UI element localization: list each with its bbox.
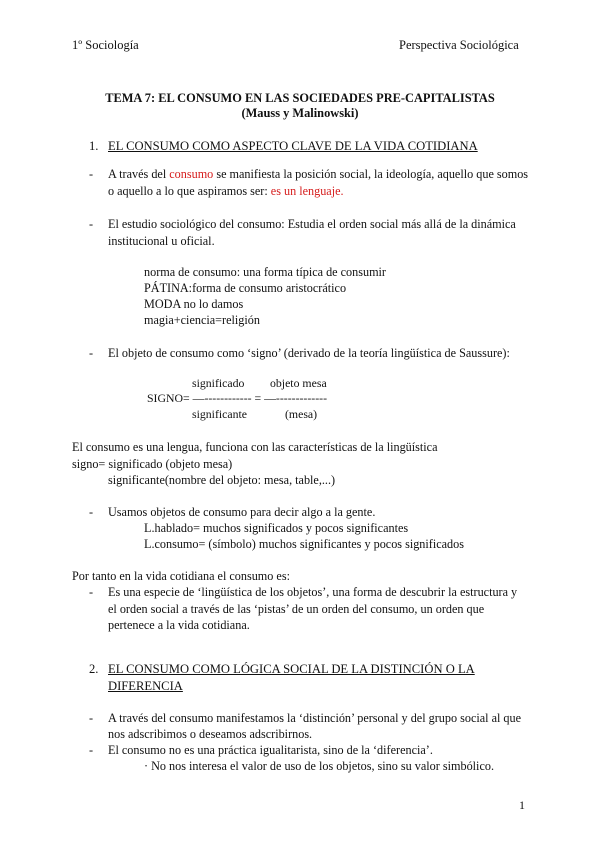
section2-heading-line1: EL CONSUMO COMO LÓGICA SOCIAL DE LA DISTINCIÓN O LA [108, 662, 475, 676]
bullet2-line1: El estudio sociológico del consumo: Estudia el orden social más allá de la dinámica [108, 217, 516, 231]
bullet-marker: - [89, 346, 94, 360]
bullet-marker: - [89, 505, 94, 519]
bullet3-text: El objeto de consumo como ‘signo’ (derivado de la teoría lingüística de Saussure): [108, 346, 510, 360]
definition-item: magia+ciencia=religión [144, 313, 260, 327]
page-subtitle: (Mauss y Malinowski) [241, 106, 359, 120]
section2-heading-line2: DIFERENCIA [108, 679, 183, 693]
bullet2-line2: institucional u oficial. [108, 234, 215, 248]
definition-item: MODA no lo damos [144, 297, 244, 311]
bullet-marker: - [89, 217, 94, 231]
section1-number: 1. [89, 139, 99, 153]
bullet1-highlight-lenguaje: es un lenguaje. [270, 184, 344, 198]
paragraph-line: Por tanto en la vida cotidiana el consumo es: [72, 569, 290, 583]
paragraph-line: significante(nombre del objeto: mesa, table,...) [108, 473, 336, 487]
s2-subpoint: · No nos interesa el valor de uso de los objetos, sino su valor simbólico. [144, 759, 494, 773]
bullet4-line3: L.consumo= (símbolo) muchos significantes y pocos significados [144, 537, 464, 551]
bullet5-line1: Es una especie de ‘lingüística de los objetos’, una forma de descubrir la estructura y [108, 585, 518, 599]
header-right: Perspectiva Sociológica [399, 38, 519, 52]
bullet1-highlight-consumo: consumo [169, 167, 214, 181]
paragraph-line: signo= significado (objeto mesa) [72, 457, 233, 471]
bullet1-text-a: A través del [108, 167, 170, 181]
bullet1-text-c: o aquello a lo que aspiramos ser: [108, 184, 271, 198]
bullet4-line2: L.hablado= muchos significados y pocos significantes [144, 521, 409, 535]
bullet-marker: - [89, 167, 94, 181]
section1-heading: EL CONSUMO COMO ASPECTO CLAVE DE LA VIDA COTIDIANA [108, 139, 478, 153]
page-number: 1 [519, 798, 525, 812]
header-left: 1º Sociología [72, 38, 139, 52]
bullet1-text-b: se manifiesta la posición social, la ideología, aquello que somos [213, 167, 529, 181]
bullet-marker: - [89, 585, 94, 599]
s2-bullet2: El consumo no es una práctica igualitarista, sino de la ‘diferencia’. [108, 743, 433, 757]
sign-objeto-mesa: objeto mesa [270, 376, 327, 390]
section2-number: 2. [89, 662, 99, 676]
page-title: TEMA 7: EL CONSUMO EN LAS SOCIEDADES PRE-CAPITALISTAS [105, 91, 495, 105]
bullet5-line2: el orden social a través de las ‘pistas’ de un orden del consumo, un orden que [108, 602, 485, 616]
sign-significado: significado [192, 376, 245, 390]
sign-equation: SIGNO= —------------ = —------------- [147, 391, 328, 405]
sign-significante: significante [192, 407, 248, 421]
definition-item: PÁTINA:forma de consumo aristocrático [144, 281, 347, 295]
paragraph-line: El consumo es una lengua, funciona con las características de la lingüística [72, 440, 438, 454]
bullet4-line1: Usamos objetos de consumo para decir algo a la gente. [108, 505, 376, 519]
s2-bullet1-line2: nos adscribimos o deseamos adscribirnos. [108, 727, 313, 741]
bullet1-line1 [108, 167, 528, 182]
sign-mesa: (mesa) [285, 407, 318, 421]
s2-bullet1-line1: A través del consumo manifestamos la ‘distinción’ personal y del grupo social al que [108, 711, 522, 725]
bullet1-line2 [108, 184, 344, 199]
bullet5-line3: pertenece a la vida cotidiana. [108, 618, 250, 632]
definition-item: norma de consumo: una forma típica de consumir [144, 265, 386, 279]
bullet-marker: - [89, 711, 94, 725]
bullet-marker: - [89, 743, 94, 757]
